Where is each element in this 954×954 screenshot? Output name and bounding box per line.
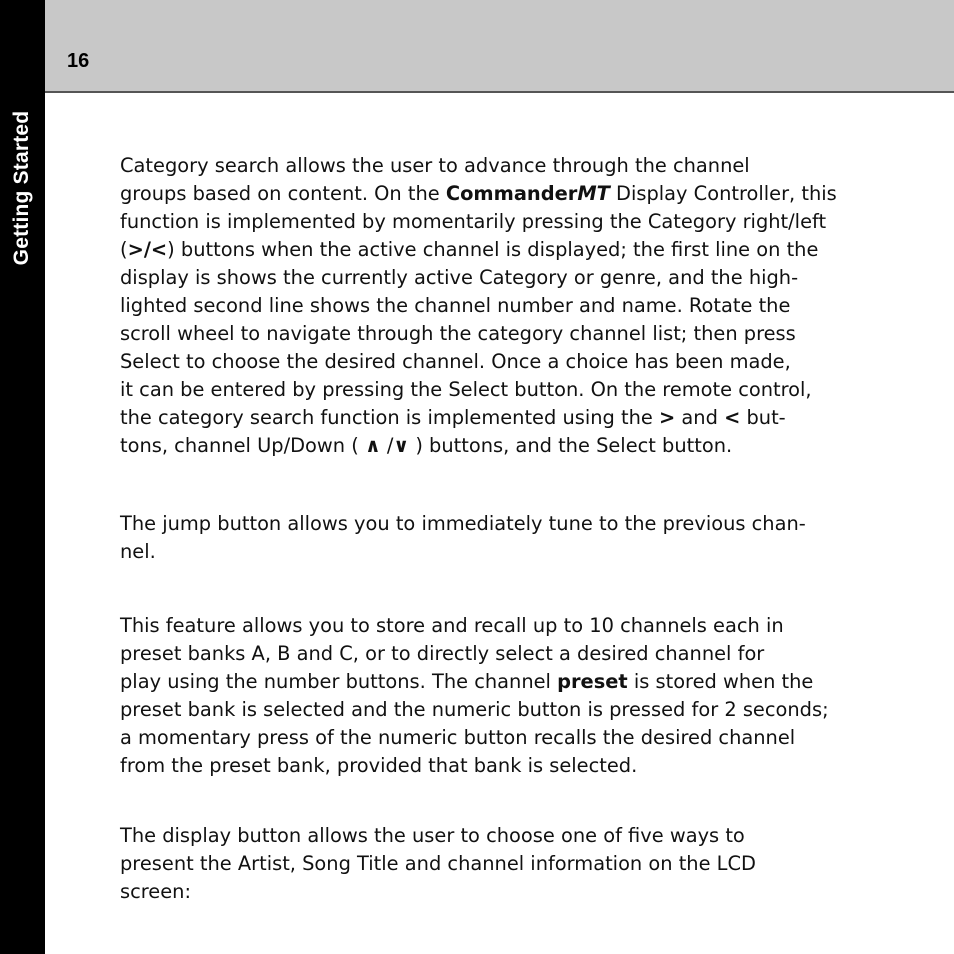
brand-name: Commander bbox=[445, 182, 578, 205]
text-run: the category search function is implemented using the bbox=[120, 406, 659, 429]
text-line: from the preset bank, provided that bank is selected. bbox=[120, 754, 638, 777]
text-line: lighted second line shows the channel number and name. Rotate the bbox=[120, 294, 791, 317]
text-run: is stored when the bbox=[627, 670, 814, 693]
text-line: Category search allows the user to advance through the channel bbox=[120, 154, 750, 177]
text-run: Display Controller, this bbox=[609, 182, 837, 205]
preset-paragraph bbox=[120, 612, 865, 780]
jump-paragraph bbox=[120, 510, 865, 566]
text-line bbox=[120, 404, 865, 432]
text-line: scroll wheel to navigate through the category channel list; then press bbox=[120, 322, 796, 345]
text-line: preset banks A, B and C, or to directly select a desired channel for bbox=[120, 642, 765, 665]
text-run: and bbox=[675, 406, 725, 429]
brand-suffix: MT bbox=[577, 182, 610, 205]
text-run: ) buttons, and the Select button. bbox=[409, 434, 733, 457]
page-number: 16 bbox=[67, 50, 90, 72]
text-line: This feature allows you to store and recall up to 10 channels each in bbox=[120, 614, 784, 637]
down-arrow-icon: ∨ bbox=[393, 434, 410, 457]
text-line: Select to choose the desired channel. Once a choice has been made, bbox=[120, 350, 791, 373]
page-header bbox=[45, 0, 954, 93]
text-run: play using the number buttons. The channel bbox=[120, 670, 558, 693]
text-run: but- bbox=[740, 406, 786, 429]
text-line bbox=[120, 432, 865, 460]
text-run: tons, channel Up/Down ( bbox=[120, 434, 365, 457]
text-run: ( bbox=[120, 238, 128, 261]
text-line bbox=[120, 668, 865, 696]
text-line: it can be entered by pressing the Select button. On the remote control, bbox=[120, 378, 812, 401]
text-line: function is implemented by momentarily pressing the Category right/left bbox=[120, 210, 827, 233]
text-line bbox=[120, 180, 865, 208]
text-run: groups based on content. On the bbox=[120, 182, 446, 205]
left-arrow-symbol: < bbox=[724, 406, 741, 429]
text-run: / bbox=[380, 434, 394, 457]
text-line bbox=[120, 236, 865, 264]
display-paragraph bbox=[120, 822, 865, 906]
text-line: screen: bbox=[120, 880, 191, 903]
right-arrow-symbol: > bbox=[659, 406, 676, 429]
up-arrow-icon: ∧ bbox=[364, 434, 381, 457]
section-side-tab bbox=[0, 0, 45, 954]
text-line: a momentary press of the numeric button recalls the desired channel bbox=[120, 726, 796, 749]
page-body bbox=[120, 152, 865, 906]
text-line: display is shows the currently active Category or genre, and the high- bbox=[120, 266, 799, 289]
text-line: present the Artist, Song Title and channel information on the LCD bbox=[120, 852, 756, 875]
text-line: The display button allows the user to choose one of five ways to bbox=[120, 824, 745, 847]
preset-keyword: preset bbox=[557, 670, 628, 693]
text-line: The jump button allows you to immediately tune to the previous chan- bbox=[120, 512, 806, 535]
category-search-paragraph bbox=[120, 152, 865, 460]
category-arrows: >/< bbox=[127, 238, 168, 261]
text-run: ) buttons when the active channel is displayed; the first line on the bbox=[167, 238, 819, 261]
section-label: Getting Started bbox=[10, 110, 33, 266]
text-line: preset bank is selected and the numeric button is pressed for 2 seconds; bbox=[120, 698, 829, 721]
text-line: nel. bbox=[120, 540, 156, 563]
